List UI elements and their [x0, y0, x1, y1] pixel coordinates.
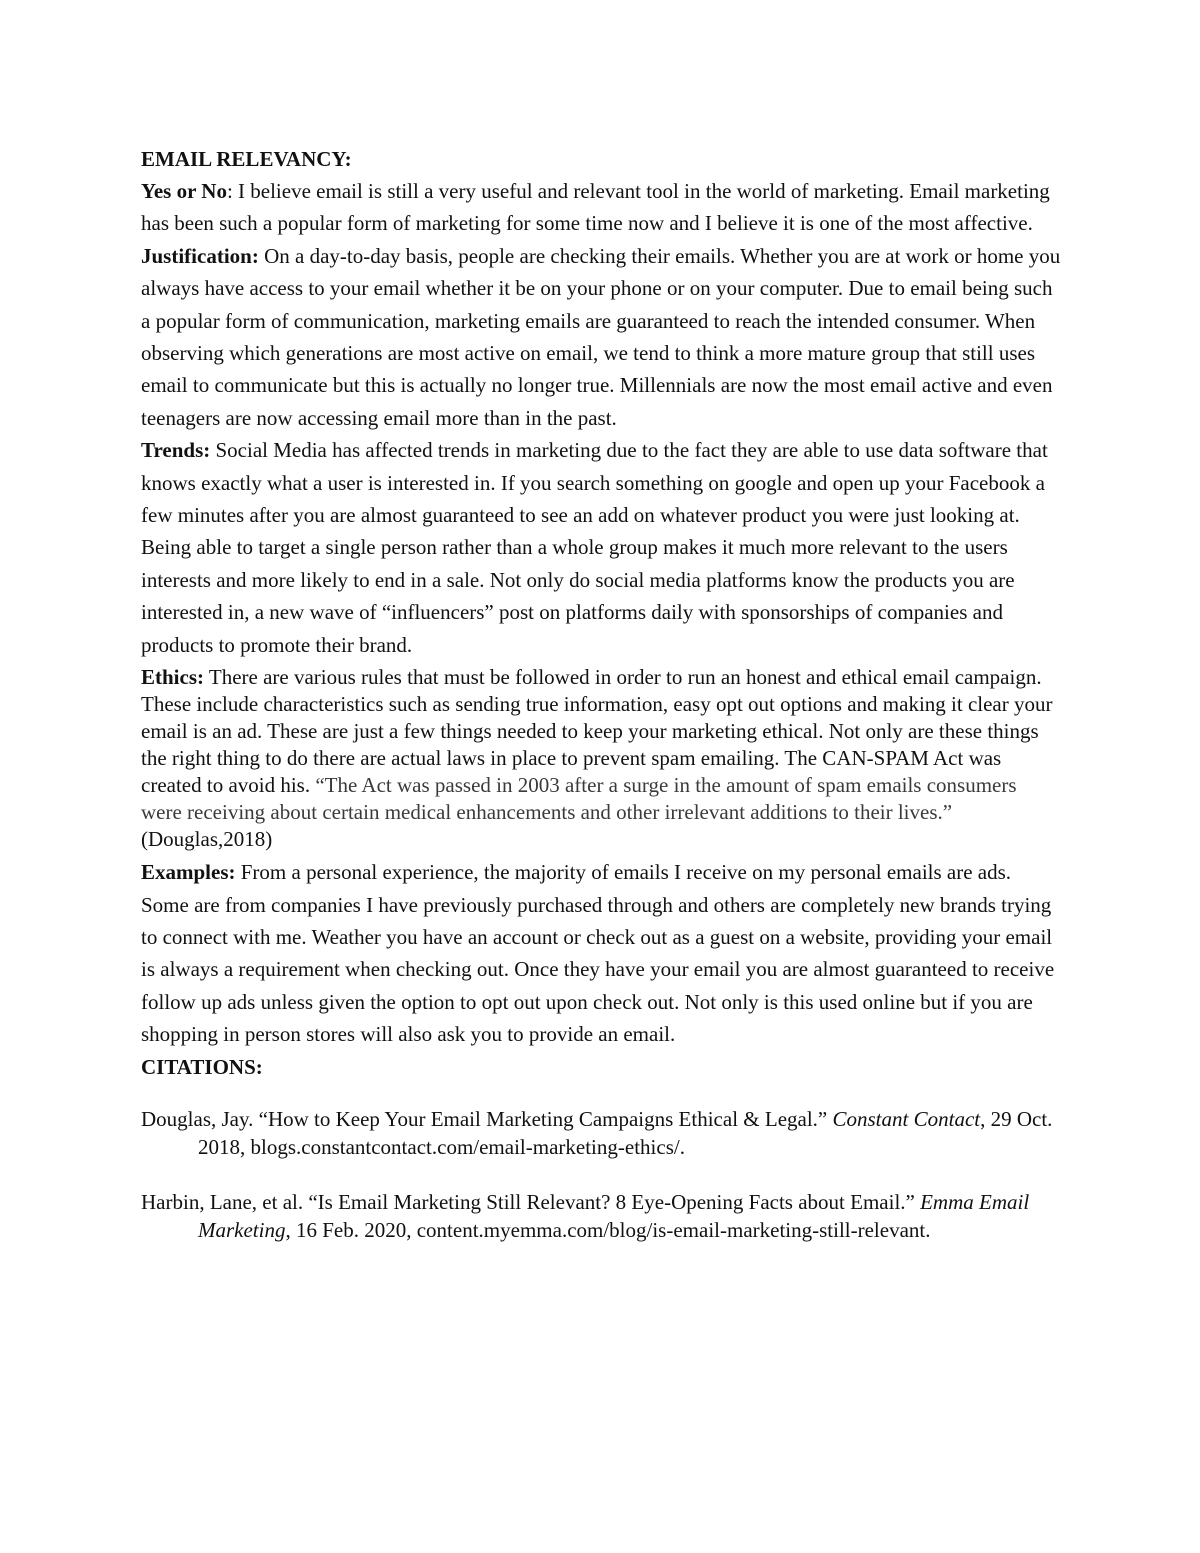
trends-text: Social Media has affected trends in marketing due to the fact they are able to use data software that knows exactly what a user is interested in. If you search something on google and open up your Facebook a few minutes after you are almost guaranteed to see an add on whatever product you were just looking at. Being able to target a single person rather than a whole group makes it much more relevant to the users interests and more likely to end in a sale. Not only do social media platforms know the products you are interested in, a new wave of “influencers” post on platforms daily with sponsorships of companies and products to promote their brand. [141, 438, 1048, 657]
yes-no-text: : I believe email is still a very useful and relevant tool in the world of marketing. Email marketing has been such a popular form of marketing for some time now and I believe it is one of the most affective. [141, 179, 1050, 236]
examples-paragraph [141, 856, 1061, 1050]
trends-paragraph [141, 434, 1061, 661]
trends-label: Trends: [141, 438, 211, 463]
ethics-label: Ethics: [141, 665, 204, 690]
justification-paragraph [141, 240, 1061, 434]
citation-source: Emma Email Marketing [198, 1189, 1030, 1242]
ethics-paragraph [141, 664, 1061, 853]
examples-label: Examples: [141, 860, 236, 885]
citation-details: , 16 Feb. 2020, content.myemma.com/blog/is-email-marketing-still-relevant. [285, 1217, 931, 1242]
citation-details: , 29 Oct. 2018, blogs.constantcontact.com/email-marketing-ethics/. [198, 1106, 1053, 1159]
citation-entry [141, 1188, 1061, 1244]
yes-no-label: Yes or No [141, 179, 227, 203]
citation-text: Douglas, Jay. “How to Keep Your Email Marketing Campaigns Ethical & Legal.” [141, 1106, 833, 1131]
citations-heading: CITATIONS: [141, 1054, 263, 1079]
ethics-text: There are various rules that must be followed in order to run an honest and ethical email campaign. These include characteristics such as sending true information, easy opt out options and making it clear your email is an ad. These are just a few things needed to keep your marketing ethical. Not only are these things the right thing to do there are actual laws in place to prevent spam emailing. The CAN-SPAM Act was created to avoid his. [141, 665, 1053, 798]
spacer [141, 1083, 1061, 1105]
citation-entry [141, 1105, 1061, 1161]
ethics-citation: (Douglas,2018) [141, 827, 273, 852]
justification-text: On a day-to-day basis, people are checking their emails. Whether you are at work or home you always have access to your email whether it be on your phone or on your computer. Due to email being such a popular form of communication, marketing emails are guaranteed to reach the intended consumer. When observing which generations are most active on email, we tend to think a more mature group that still uses email to communicate but this is actually no longer true. Millennials are now the most email active and even teenagers are now accessing email more than in the past. [141, 243, 1061, 430]
ethics-quote: “The Act was passed in 2003 after a surge in the amount of spam emails consumers were receiving about certain medical enhancements and other irrelevant additions to their lives.” [141, 773, 1017, 825]
yes-no-paragraph [141, 175, 1061, 240]
justification-label: Justification: [141, 243, 259, 268]
examples-text: From a personal experience, the majority of emails I receive on my personal emails are ads. Some are from companies I have previously purchased through and others are completely new brands trying to connect with me. Weather you have an account or check out as a guest on a website, providing your email is always a requirement when checking out. Once they have your email you are almost guaranteed to receive follow up ads unless given the option to opt out upon check out. Not only is this used online but if you are shopping in person stores will also ask you to provide an email. [141, 860, 1055, 1047]
document-page [141, 143, 1061, 1271]
document-title: EMAIL RELEVANCY: [141, 147, 352, 171]
citation-source: Constant Contact [832, 1106, 981, 1131]
citation-text: Harbin, Lane, et al. “Is Email Marketing Still Relevant? 8 Eye-Opening Facts about Email.” [141, 1189, 921, 1214]
